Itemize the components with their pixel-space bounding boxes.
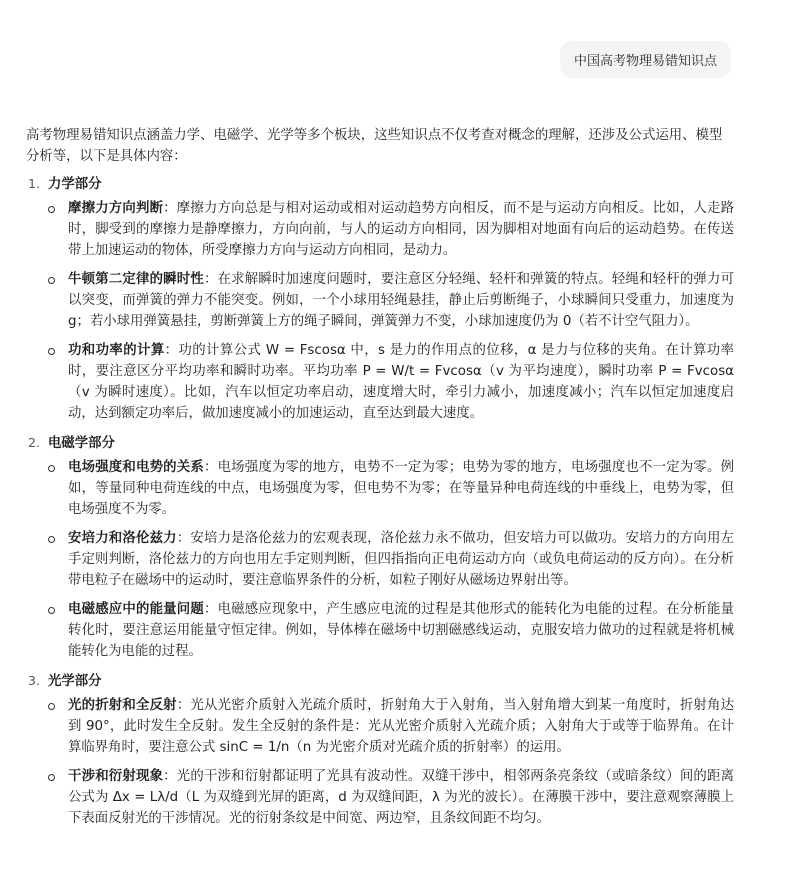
point-text: ：电磁感应现象中，产生感应电流的过程是其他形式的能转化为电能的过程。在分析能量转化时，要注意运用能量守恒定律。例如，导体棒在磁场中切割磁感线运动，克服安培力做功的过程就是将机械能转化为电能的过程。 [68, 602, 735, 659]
list-item [26, 269, 734, 332]
list-item [26, 198, 734, 261]
point-list [26, 457, 734, 662]
assistant-answer [26, 125, 734, 837]
list-item [26, 766, 734, 829]
point-title: 牛顿第二定律的瞬时性 [68, 272, 204, 287]
section-heading [26, 670, 734, 691]
answer-intro: 高考物理易错知识点涵盖力学、电磁学、光学等多个板块，这些知识点不仅考查对概念的理解，还涉及公式运用、模型分析等，以下是具体内容： [26, 128, 723, 164]
hollow-bullet-icon [48, 774, 55, 781]
section-number: 3. [28, 673, 40, 688]
hollow-bullet-icon [48, 536, 55, 543]
list-item [26, 695, 734, 758]
hollow-bullet-icon [48, 348, 55, 355]
list-item [26, 340, 734, 424]
point-title: 电场强度和电势的关系 [68, 460, 204, 475]
section-heading [26, 173, 734, 194]
point-title: 功和功率的计算 [68, 343, 165, 358]
hollow-bullet-icon [48, 607, 55, 614]
point-text: ：在求解瞬时加速度问题时，要注意区分轻绳、轻杆和弹簧的特点。轻绳和轻杆的弹力可以突变，而弹簧的弹力不能突变。例如，一个小球用轻绳悬挂，静止后剪断绳子，小球瞬间只受重力，加速度为 g；若小球用弹簧悬挂，剪断弹簧上方的绳子瞬间，弹簧弹力不变，小球加速度仍为 0（若不计空气阻力）。 [68, 272, 735, 329]
point-list [26, 198, 734, 424]
section-mechanics [26, 173, 734, 424]
section-heading [26, 432, 734, 453]
user-message-bubble: 中国高考物理易错知识点 [560, 41, 731, 78]
point-title: 电磁感应中的能量问题 [68, 602, 204, 617]
point-text: ：光从光密介质射入光疏介质时，折射角大于入射角，当入射角增大到某一角度时，折射角达到 90°，此时发生全反射。发生全反射的条件是：光从光密介质射入光疏介质；入射角大于或等于临界角。在计算临界角时，要注意公式 sinC = 1/n（n 为光密介质对光疏介质的折射率）的运用。 [68, 698, 735, 755]
point-title: 光的折射和全反射 [68, 698, 177, 713]
section-number: 2. [28, 435, 40, 450]
section-number: 1. [28, 176, 40, 191]
hollow-bullet-icon [48, 206, 55, 213]
section-title: 电磁学部分 [48, 436, 115, 451]
section-title: 光学部分 [48, 674, 102, 689]
section-list [26, 173, 734, 829]
hollow-bullet-icon [48, 703, 55, 710]
list-item [26, 599, 734, 662]
list-item [26, 457, 734, 520]
point-title: 安培力和洛伦兹力 [68, 531, 177, 546]
hollow-bullet-icon [48, 277, 55, 284]
point-title: 摩擦力方向判断 [68, 201, 164, 216]
point-text: ：功的计算公式 W = Fscosα 中，s 是力的作用点的位移，α 是力与位移的夹角。在计算功率时，要注意区分平均功率和瞬时功率。平均功率 P = W/t = Fvcosα（v 为平均速度），瞬时功率 P = Fvcosα（v 为瞬时速度）。比如，汽车以恒定功率启动，速度增大时，牵引力减小，加速度减小；汽车以恒定加速度启动，达到额定功率后，做加速度减小的加速运动，直至达到最大速度。 [68, 343, 735, 421]
point-list [26, 695, 734, 829]
point-title: 干涉和衍射现象 [68, 769, 164, 784]
list-item [26, 528, 734, 591]
section-optics [26, 670, 734, 829]
point-text: ：光的干涉和衍射都证明了光具有波动性。双缝干涉中，相邻两条亮条纹（或暗条纹）间的距离公式为 Δx = Lλ/d（L 为双缝到光屏的距离，d 为双缝间距，λ 为光的波长）。在薄膜干涉中，要注意观察薄膜上下表面反射光的干涉情况。光的衍射条纹是中间宽、两边窄，且条纹间距不均匀。 [68, 769, 734, 826]
point-text: ：电场强度为零的地方，电势不一定为零；电势为零的地方，电场强度也不一定为零。例如，等量同种电荷连线的中点，电场强度为零，但电势不为零；在等量异种电荷连线的中垂线上，电势为零，但电场强度不为零。 [68, 460, 735, 517]
section-electromagnetism [26, 432, 734, 662]
point-text: ：摩擦力方向总是与相对运动或相对运动趋势方向相反，而不是与运动方向相反。比如，人走路时，脚受到的摩擦力是静摩擦力，方向向前，与人的运动方向相同，因为脚相对地面有向后的运动趋势。在传送带上加速运动的物体，所受摩擦力方向与运动方向相同，是动力。 [68, 201, 734, 258]
point-text: ：安培力是洛伦兹力的宏观表现，洛伦兹力永不做功，但安培力可以做功。安培力的方向用左手定则判断，洛伦兹力的方向也用左手定则判断，但四指指向正电荷运动方向（或负电荷运动的反方向）。在分析带电粒子在磁场中的运动时，要注意临界条件的分析，如粒子刚好从磁场边界射出等。 [68, 531, 735, 588]
hollow-bullet-icon [48, 465, 55, 472]
section-title: 力学部分 [48, 177, 102, 192]
